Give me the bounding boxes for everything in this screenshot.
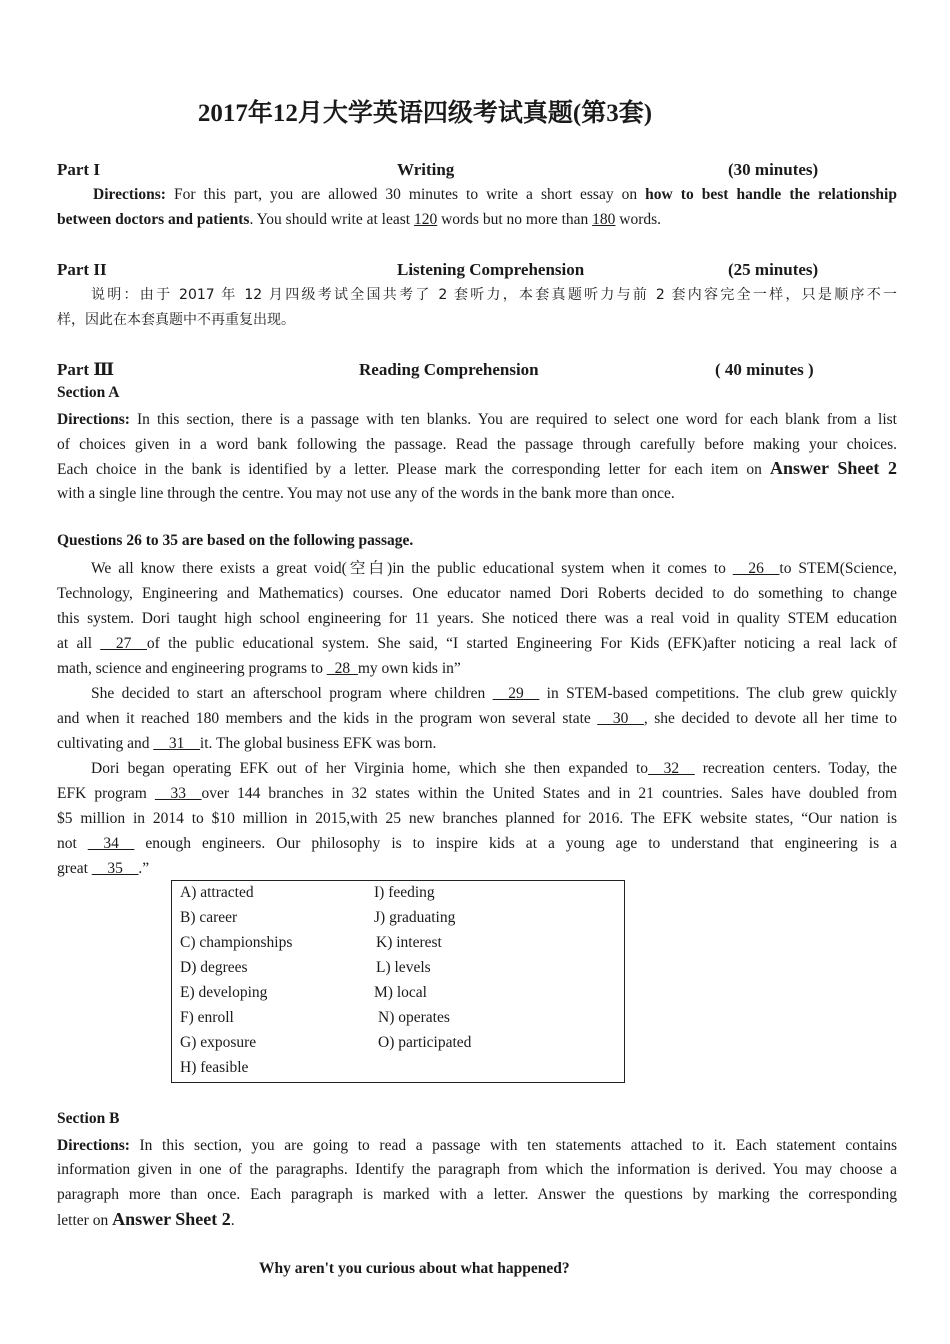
blank-28: _28_	[326, 660, 358, 677]
answer-sheet-ref: Answer Sheet 2	[769, 458, 897, 478]
section-b-dir-line1: Directions: In this section, you are going to read a passage with ten statements attached to it. Each statement contains	[57, 1137, 897, 1154]
questions-heading: Questions 26 to 35 are based on the following passage.	[57, 532, 414, 549]
passage-p1-line2: Technology, Engineering and Mathematics) courses. One educator named Dori Roberts decided to do something to change	[57, 585, 897, 602]
passage-p1-line3: this system. Dori taught high school engineering for 11 years. She noticed there was a real void in quality STEM education	[57, 610, 897, 627]
section-a-dir-line2: of choices given in a word bank following the passage. Read the passage through carefully before making your choices.	[57, 436, 897, 453]
blank-29: __29__	[492, 685, 540, 702]
passage-p1-line5: math, science and engineering programs to _28_my own kids in”	[57, 660, 461, 677]
passage-p2-line3: cultivating and __31__it. The global business EFK was born.	[57, 735, 437, 752]
bank-option-k: K) interest	[376, 934, 442, 951]
part1-name: Writing	[397, 160, 455, 179]
bank-option-m: M) local	[374, 984, 427, 1001]
max-words: 180	[592, 211, 616, 228]
section-b-dir-line2: information given in one of the paragraphs. Identify the paragraph from which the information is derived. You may choose a	[57, 1161, 897, 1178]
bank-option-a: A) attracted	[180, 884, 254, 901]
bank-option-e: E) developing	[180, 984, 268, 1001]
section-a-dir-line1: Directions: In this section, there is a passage with ten blanks. You are required to select one word for each blank from a list	[57, 411, 897, 428]
part1-directions-line1: Directions: For this part, you are allowed 30 minutes to write a short essay on how to best handle the relationship	[93, 186, 897, 203]
part2-time: (25 minutes)	[728, 260, 819, 279]
passage-p2-line1: She decided to start an afterschool program where children __29__ in STEM-based competitions. The club grew quickly	[91, 685, 897, 702]
part2-note-line2: 样，因此在本套真题中不再重复出现。	[57, 312, 295, 328]
bank-option-j: J) graduating	[374, 909, 456, 926]
blank-26: __26__	[732, 560, 780, 577]
part3-label: Part Ⅲ	[57, 360, 115, 379]
part1-time: (30 minutes)	[728, 160, 819, 179]
part3-name: Reading Comprehension	[359, 360, 539, 379]
passage-p3-line4: not __34__ enough engineers. Our philosophy is to inspire kids at a young age to understand that engineering is a	[57, 835, 897, 852]
bank-option-o: O) participated	[378, 1034, 472, 1051]
part2-note-line1: 说明：由于 2017 年 12 月四级考试全国共考了 2 套听力，本套真题听力与前 2 套内容完全一样，只是顺序不一	[91, 287, 897, 303]
section-a-dir-line4: with a single line through the centre. You may not use any of the words in the bank more than once.	[57, 485, 675, 502]
passage-p3-line5: great __35__.”	[57, 860, 150, 877]
bank-option-g: G) exposure	[180, 1034, 257, 1051]
word-bank	[171, 880, 625, 1083]
blank-31: __31__	[153, 735, 200, 752]
passage-p3-line1: Dori began operating EFK out of her Virginia home, which she then expanded to__32__ recreation centers. Today, the	[91, 760, 897, 777]
passage-p1-line1: We all know there exists a great void(空白)in the public educational system when it comes to __26__to STEM(Science,	[91, 560, 897, 577]
section-b-heading: Section B	[57, 1110, 120, 1127]
blank-32: __32__	[648, 760, 695, 777]
part2-name: Listening Comprehension	[397, 260, 585, 279]
section-b-dir-line4: letter on Answer Sheet 2.	[57, 1209, 235, 1229]
blank-27: __27__	[100, 635, 147, 652]
page-title: 2017年12月大学英语四级考试真题(第3套)	[197, 100, 653, 127]
passage-p3-line2: EFK program __33__over 144 branches in 32 states within the United States and in 21 countries. Sales have doubled from	[57, 785, 898, 802]
blank-34: __34__	[87, 835, 135, 852]
bank-option-i: I) feeding	[374, 884, 435, 901]
blank-33: __33__	[154, 785, 202, 802]
part3-time: ( 40 minutes )	[715, 360, 814, 379]
passage-p3-line3: $5 million in 2014 to $10 million in 2015,with 25 new branches planned for 2016. The EFK website states, “Our nation is	[57, 810, 897, 827]
section-a-heading: Section A	[57, 384, 120, 401]
passage-p1-line4: at all __27__of the public educational system. She said, “I started Engineering For Kids (EFK)after noticing a real lack of	[57, 635, 897, 652]
bank-option-n: N) operates	[378, 1009, 450, 1026]
part1-directions-line2: between doctors and patients. You should write at least 120 words but no more than 180 words.	[57, 211, 662, 228]
bank-option-c: C) championships	[180, 934, 293, 951]
bank-option-b: B) career	[180, 909, 238, 926]
answer-sheet-ref-b: Answer Sheet 2	[112, 1209, 231, 1229]
bank-option-d: D) degrees	[180, 959, 248, 976]
part1-label: Part I	[57, 160, 100, 179]
passage-title: Why aren't you curious about what happened?	[259, 1260, 570, 1277]
section-a-dir-line3: Each choice in the bank is identified by a letter. Please mark the corresponding letter for each item on Answer Sheet 2	[57, 458, 897, 478]
bank-option-f: F) enroll	[180, 1009, 234, 1026]
blank-35: __35__	[91, 860, 139, 877]
bank-option-h: H) feasible	[180, 1059, 249, 1076]
bank-option-l: L) levels	[376, 959, 431, 976]
min-words: 120	[413, 211, 438, 228]
part2-label: Part II	[57, 260, 107, 279]
passage-p2-line2: and when it reached 180 members and the kids in the program won several state __30__, she decided to devote all her time to	[57, 710, 897, 727]
blank-30: __30__	[597, 710, 644, 727]
section-b-dir-line3: paragraph more than once. Each paragraph is marked with a letter. Answer the questions by marking the corresponding	[57, 1186, 897, 1203]
